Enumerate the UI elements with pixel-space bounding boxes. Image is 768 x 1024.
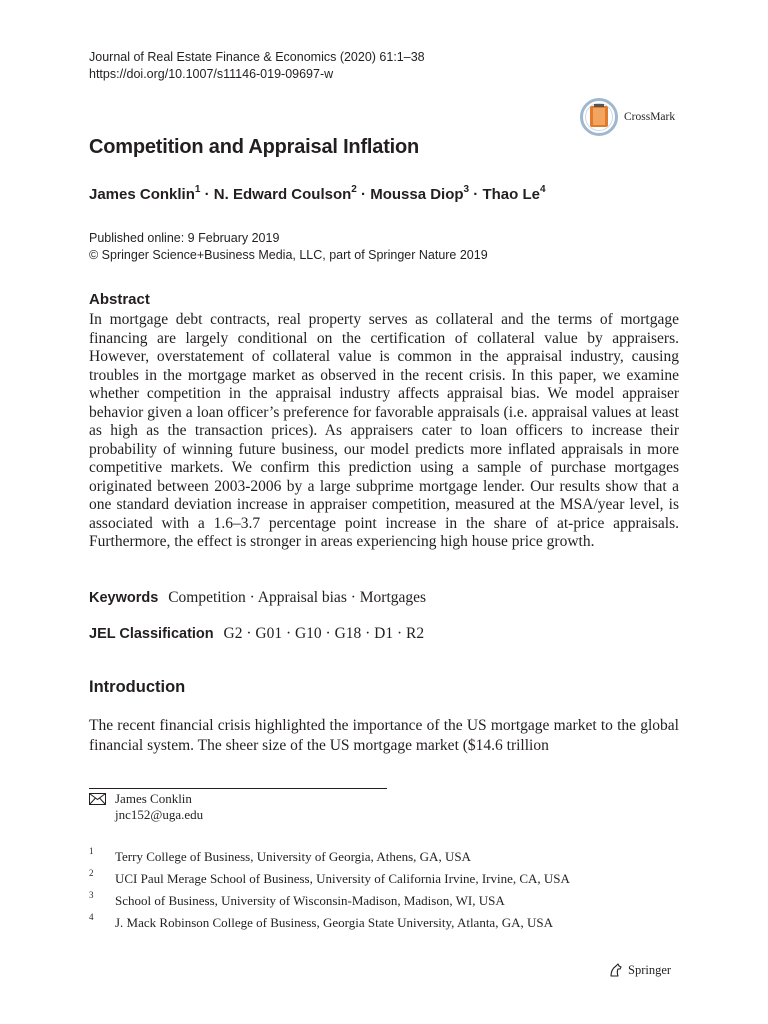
author-separator: · bbox=[469, 186, 483, 203]
affiliation-text: School of Business, University of Wisconsin-Madison, Madison, WI, USA bbox=[115, 893, 505, 908]
springer-horse-icon bbox=[608, 962, 624, 978]
affiliation-number: 2 bbox=[89, 868, 94, 878]
keywords bbox=[89, 589, 426, 607]
author-name[interactable]: Thao Le bbox=[482, 186, 540, 203]
journal-header bbox=[89, 49, 425, 83]
jel-label: JEL Classification bbox=[89, 626, 214, 642]
doi-link[interactable]: https://doi.org/10.1007/s11146-019-09697-w bbox=[89, 67, 334, 81]
affiliation-text: Terry College of Business, University of Georgia, Athens, GA, USA bbox=[115, 849, 471, 864]
affiliation-item bbox=[89, 912, 553, 931]
publisher-name: Springer bbox=[628, 962, 672, 977]
corresponding-author-name: James Conklin bbox=[115, 791, 192, 806]
correspondence-block bbox=[89, 791, 203, 823]
journal-citation: Journal of Real Estate Finance & Economics (2020) 61:1–38 bbox=[89, 50, 425, 64]
affiliation-text: UCI Paul Merage School of Business, University of California Irvine, Irvine, CA, USA bbox=[115, 871, 570, 886]
crossmark-icon bbox=[580, 98, 618, 136]
keywords-label: Keywords bbox=[89, 590, 159, 606]
author-affiliation-mark: 3 bbox=[463, 184, 470, 195]
keywords-value: Competition · Appraisal bias · Mortgages bbox=[168, 589, 427, 606]
author-name[interactable]: N. Edward Coulson bbox=[213, 186, 352, 203]
author-name[interactable]: Moussa Diop bbox=[370, 186, 464, 203]
corresponding-author-email[interactable]: jnc152@uga.edu bbox=[115, 807, 204, 822]
affiliation-item bbox=[89, 846, 471, 865]
affiliation-number: 3 bbox=[89, 890, 94, 900]
jel-classification bbox=[89, 625, 424, 643]
envelope-icon[interactable] bbox=[89, 793, 106, 805]
affiliation-item bbox=[89, 890, 505, 909]
author-name[interactable]: James Conklin bbox=[89, 186, 195, 203]
article-title: Competition and Appraisal Inflation bbox=[89, 136, 420, 158]
affiliation-text: J. Mack Robinson College of Business, Georgia State University, Atlanta, GA, USA bbox=[115, 915, 553, 930]
author-affiliation-mark: 2 bbox=[351, 184, 357, 195]
introduction-heading: Introduction bbox=[89, 678, 186, 696]
affiliation-number: 1 bbox=[89, 846, 94, 856]
abstract-text: In mortgage debt contracts, real property serves as collateral and the terms of mortgage financing are largely conditional on the certification of collateral value by appraisers. However, overstatement of collateral value is common in the appraisal industry, causing troubles in the mortgage market as observed in the recent crisis. In this paper, we examine whether competition in the appraisal industry affects appraisal bias. We model appraiser behavior given a loan officer’s preference for favorable appraisals (i.e. appraisal values at least as high as the transaction prices). As appraisers cater to loan officers to increase their probability of winning future business, our model predicts more inflated appraisals in more competitive markets. We confirm this prediction using a sample of purchase mortgages originated between 2003-2006 by a large subprime mortgage lender. Our results show that a one standard deviation increase in appraiser competition, measured at the MSA/year level, is associated with a 1.6–3.7 percentage point increase in the share of at-price appraisals. Furthermore, the effect is stronger in areas experiencing high house price growth. bbox=[89, 311, 679, 550]
copyright-notice: © Springer Science+Business Media, LLC, part of Springer Nature 2019 bbox=[89, 248, 488, 262]
publisher-logo bbox=[608, 962, 671, 978]
affiliation-item bbox=[89, 868, 570, 887]
crossmark-badge[interactable] bbox=[580, 98, 675, 136]
published-date: Published online: 9 February 2019 bbox=[89, 231, 280, 245]
author-affiliation-mark: 1 bbox=[194, 184, 201, 195]
author-list bbox=[89, 185, 546, 203]
introduction-text: The recent financial crisis highlighted the importance of the US mortgage market to the global financial system. The sheer size of the US mortgage market ($14.6 trillion bbox=[89, 717, 679, 754]
footnote-divider bbox=[89, 788, 387, 789]
author-separator: · bbox=[200, 186, 214, 203]
abstract-heading: Abstract bbox=[89, 291, 150, 308]
author-affiliation-mark: 4 bbox=[539, 184, 546, 195]
publication-info bbox=[89, 230, 488, 264]
crossmark-label: CrossMark bbox=[624, 111, 676, 123]
author-separator: · bbox=[356, 186, 371, 203]
jel-value: G2 · G01 · G10 · G18 · D1 · R2 bbox=[223, 625, 425, 642]
affiliation-number: 4 bbox=[89, 912, 94, 922]
